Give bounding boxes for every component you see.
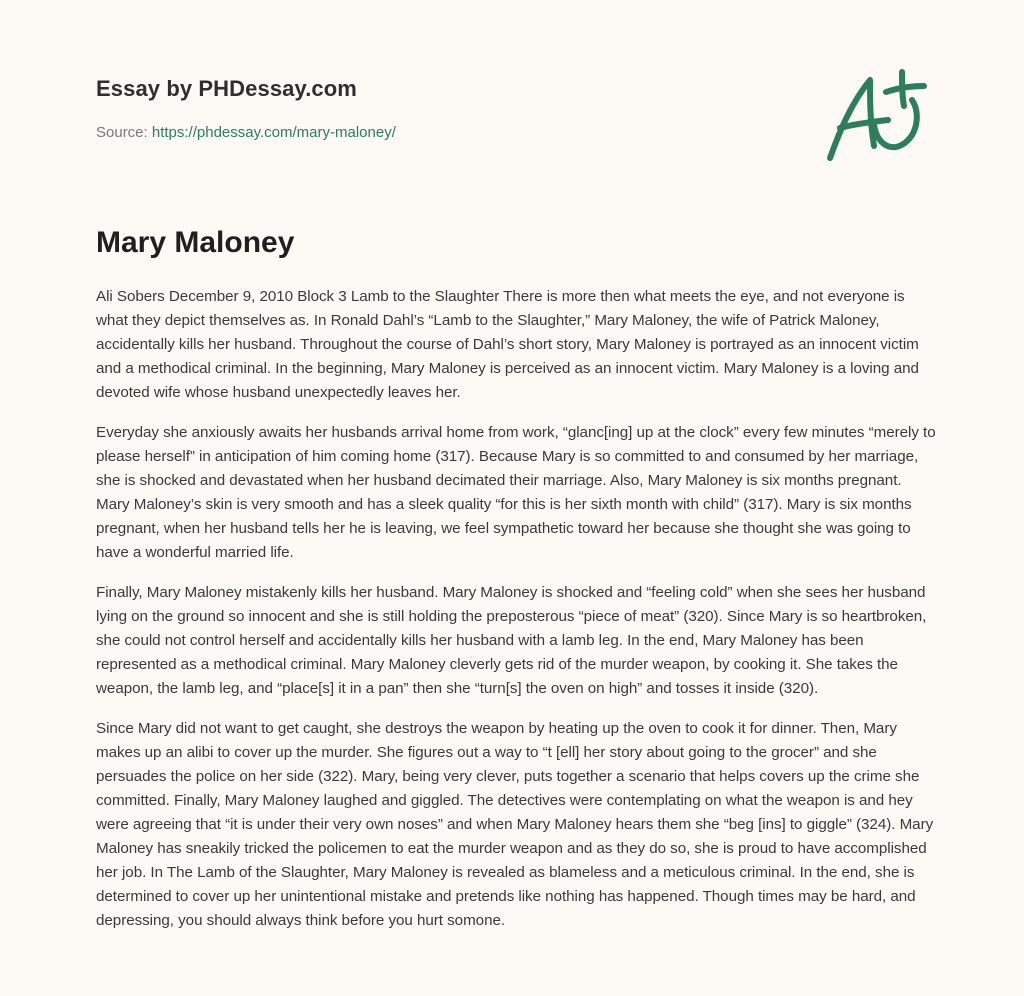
essay-title: Mary Maloney: [96, 226, 295, 259]
essay-body: [96, 285, 936, 949]
essay-paragraph: Finally, Mary Maloney mistakenly kills her husband. Mary Maloney is shocked and “feeling cold” when she sees her husband lying on the ground so innocent and she is still holding the preposterous “piece of meat” (320). Since Mary is so heartbroken, she could not control herself and accidentally kills her husband with a lamb leg. In the end, Mary Maloney has been represented as a methodical criminal. Mary Maloney cleverly gets rid of the murder weapon, by cooking it. She takes the weapon, the lamb leg, and “place[s] it in a pan” then she “turn[s] the oven on high” and tosses it inside (320).: [96, 584, 927, 697]
site-title: Essay by PHDessay.com: [96, 76, 357, 101]
source-label: Source:: [96, 124, 148, 141]
essay-paragraph: Ali Sobers December 9, 2010 Block 3 Lamb to the Slaughter There is more then what meets the eye, and not everyone is what they depict themselves as. In Ronald Dahl’s “Lamb to the Slaughter,” Mary Maloney, the wife of Patrick Maloney, accidentally kills her husband. Throughout the course of Dahl’s short story, Mary Maloney is portrayed as an innocent victim and a methodical criminal. In the beginning, Mary Maloney is perceived as an innocent victim. Mary Maloney is a loving and devoted wife whose husband unexpectedly leaves her.: [96, 288, 919, 401]
essay-paragraph: Everyday she anxiously awaits her husbands arrival home from work, “glanc[ing] up at the clock” every few minutes “merely to please herself” in anticipation of him coming home (317). Because Mary is so committed to and consumed by her marriage, she is shocked and devastated when her husband decimated their marriage. Also, Mary Maloney is six months pregnant. Mary Maloney’s skin is very smooth and has a sleek quality “for this is her sixth month with child” (317). Mary is six months pregnant, when her husband tells her he is leaving, we feel sympathetic toward her because she thought she was going to have a wonderful married life.: [96, 424, 936, 561]
source-link[interactable]: https://phdessay.com/mary-maloney/: [151, 124, 396, 141]
source-line: [96, 124, 396, 141]
essay-paragraph: Since Mary did not want to get caught, she destroys the weapon by heating up the oven to cook it for dinner. Then, Mary makes up an alibi to cover up the murder. She figures out a way to “t [ell] her story about going to the grocer” and she persuades the police on her side (322). Mary, being very clever, puts together a scenario that helps covers up the crime she committed. Finally, Mary Maloney laughed and giggled. The detectives were contemplating on what the weapon is and hey were agreeing that “it is under their very own noses” and when Mary Maloney hears them she “beg [ins] to giggle” (324). Mary Maloney has sneakily tricked the policemen to eat the murder weapon and as they do so, she is proud to have accomplished her job. In The Lamb of the Slaughter, Mary Maloney is revealed as blameless and a meticulous criminal. In the end, she is determined to cover up her unintentional mistake and pretends like nothing has happened. Though times may be hard, and depressing, you should always think before you hurt somone.: [96, 720, 934, 929]
a-plus-grade-icon: [826, 66, 930, 166]
